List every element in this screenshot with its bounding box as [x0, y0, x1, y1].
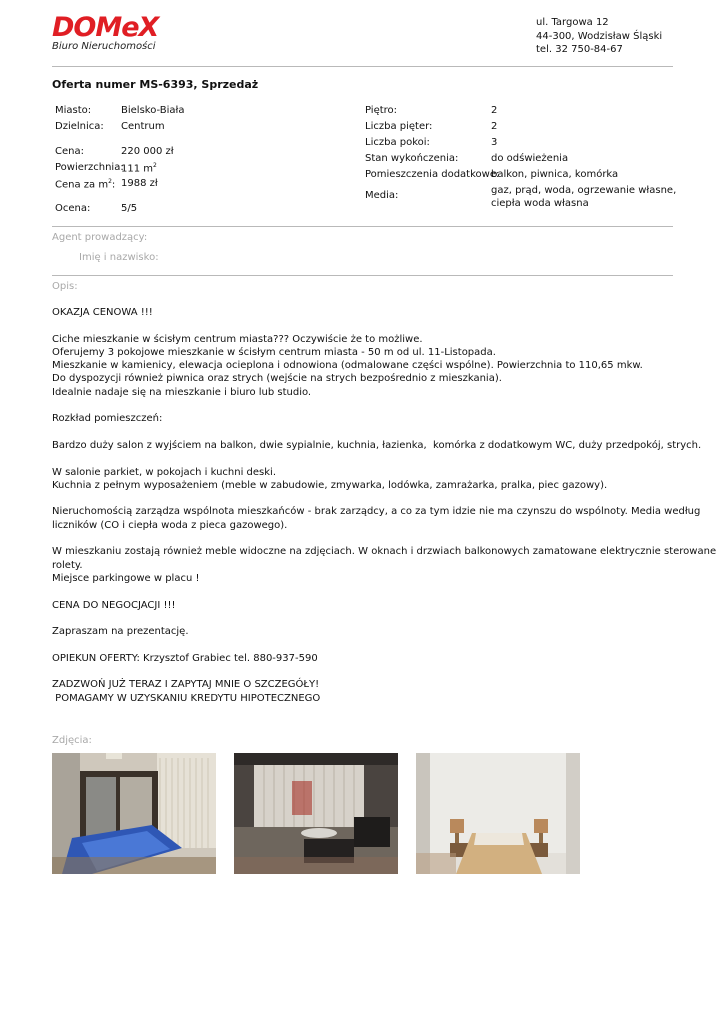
description-line: rolety. [52, 559, 83, 571]
description-line: OKAZJA CENOWA !!! [52, 307, 153, 318]
agency-address [536, 16, 662, 57]
photos-section-label: Zdjęcia: [52, 735, 92, 746]
description-line: Zapraszam na prezentację. [52, 626, 189, 638]
description-line: Idealnie nadaje się na mieszkanie i biuro lub studio. [52, 386, 312, 398]
description-spacer [52, 638, 672, 651]
description-line: Kuchnia z pełnym wyposażeniem (meble w zabudowie, zmywarka, lodówka, zamrażarka, pralka, piec gazowy). [52, 479, 608, 491]
description-line: CENA DO NEGOCJACJI !!! [52, 599, 176, 611]
description-line: POMAGAMY W UZYSKANIU KREDYTU HIPOTECZNEGO [52, 692, 321, 704]
description-spacer [52, 492, 672, 505]
description-section-label: Opis: [52, 281, 78, 292]
description-text [52, 306, 717, 705]
props-divider [52, 226, 673, 227]
agent-section-label: Agent prowadzący: [52, 232, 148, 243]
photo-bedroom-2[interactable] [416, 753, 580, 874]
description-spacer [52, 319, 672, 332]
address-phone: tel. 32 750-84-67 [536, 44, 623, 55]
description-spacer [52, 399, 672, 412]
description-line: Ciche mieszkanie w ścisłym centrum miasta??? Oczywiście że to możliwe. [52, 333, 423, 345]
agent-name-label: Imię i nazwisko: [79, 252, 159, 263]
address-city: 44-300, Wodzisław Śląski [536, 30, 663, 42]
logo-brand: DOMeX [52, 12, 159, 43]
description-line: Rozkład pomieszczeń: [52, 413, 163, 425]
description-line: OPIEKUN OFERTY: Krzysztof Grabiec tel. 880-937-590 [52, 652, 318, 664]
description-line: Miejsce parkingowe w placu ! [52, 572, 200, 584]
description-line: Do dyspozycji również piwnica oraz strych (wejście na strych bezpośrednio z mieszkania). [52, 373, 502, 385]
description-line: Mieszkanie w kamienicy, elewacja ocieplona i odnowiona (odmalowane części wspólne). Powierzchnia to 110,65 mkw. [52, 360, 643, 372]
description-line: liczników (CO i ciepła woda z pieca gazowego). [52, 519, 288, 531]
description-line: W salonie parkiet, w pokojach i kuchni deski. [52, 466, 276, 478]
header-divider [52, 66, 673, 67]
description-line: Nieruchomością zarządza wspólnota mieszkańców - brak zarządcy, a co za tym idzie nie ma czynszu do wspólnoty. Media według [52, 506, 701, 518]
description-line: Bardzo duży salon z wyjściem na balkon, dwie sypialnie, kuchnia, łazienka, komórka z dodatkowym WC, duży przedpokój, strych. [52, 439, 702, 451]
logo-subtitle: Biuro Nieruchomości [52, 41, 156, 52]
description-spacer [52, 665, 672, 678]
description-spacer [52, 612, 672, 625]
description-line: W mieszkaniu zostają również meble widoczne na zdjęciach. W oknach i drzwiach balkonowych zamatowane elektrycznie sterowane [52, 546, 717, 558]
photo-living-room[interactable] [234, 753, 398, 874]
description-spacer [52, 426, 672, 439]
address-street: ul. Targowa 12 [536, 17, 609, 28]
description-line: ZADZWOŃ JUŻ TERAZ I ZAPYTAJ MNIE O SZCZEGÓŁY! [52, 679, 320, 691]
photo-bedroom[interactable] [52, 753, 216, 874]
description-spacer [52, 585, 672, 598]
description-line: Oferujemy 3 pokojowe mieszkanie w ścisłym centrum miasta - 50 m od ul. 11-Listopada. [52, 346, 496, 358]
description-spacer [52, 452, 672, 465]
offer-title: Oferta numer MS-6393, Sprzedaż [52, 78, 259, 91]
company-logo [52, 14, 192, 58]
agent-divider [52, 275, 673, 276]
description-spacer [52, 532, 672, 545]
